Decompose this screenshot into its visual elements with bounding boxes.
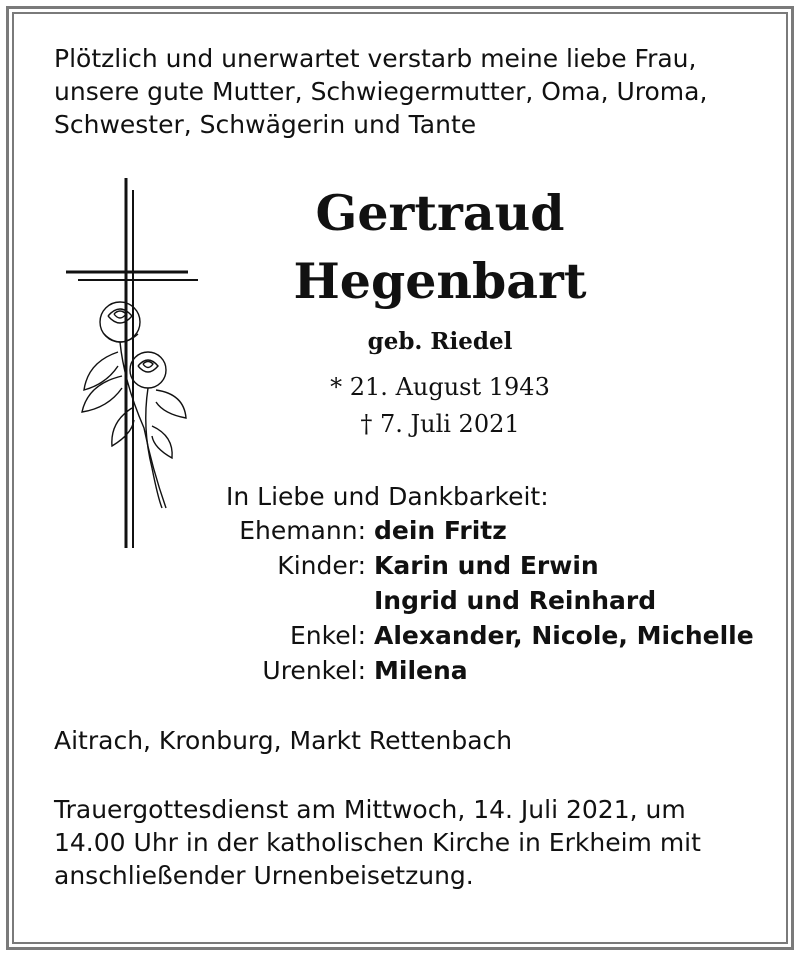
relative-value-children-1: Karin und Erwin — [374, 551, 599, 580]
service-info: Trauergottesdienst am Mittwoch, 14. Juli 2021, um 14.00 Uhr in der katholischen Kirche in Erkheim mit anschließender Urnenbeisetzung. — [54, 795, 701, 890]
deceased-first-name: Gertraud — [315, 184, 565, 242]
relative-value-children-2: Ingrid und Reinhard — [374, 586, 657, 615]
death-date: † 7. Juli 2021 — [360, 410, 520, 438]
birth-name: geb. Riedel — [367, 328, 513, 355]
intro-text: Plötzlich und unerwartet verstarb meine liebe Frau, unsere gute Mutter, Schwiegermutter, Oma, Uroma, Schwester, Schwägerin und Tante — [54, 44, 708, 139]
relative-value-husband: dein Fritz — [374, 516, 507, 545]
relative-value-great-grandchildren: Milena — [374, 656, 468, 685]
gratitude-line: In Liebe und Dankbarkeit: — [226, 482, 549, 511]
relative-value-grandchildren: Alexander, Nicole, Michelle — [374, 621, 754, 650]
relative-label-children: Kinder: — [277, 551, 366, 580]
relative-label-great-grandchildren: Urenkel: — [262, 656, 366, 685]
cross-with-roses-icon — [60, 176, 200, 556]
relative-label-husband: Ehemann: — [239, 516, 366, 545]
relative-label-grandchildren: Enkel: — [290, 621, 366, 650]
deceased-last-name: Hegenbart — [293, 252, 587, 310]
places-line: Aitrach, Kronburg, Markt Rettenbach — [54, 726, 513, 755]
birth-date: * 21. August 1943 — [330, 373, 550, 401]
